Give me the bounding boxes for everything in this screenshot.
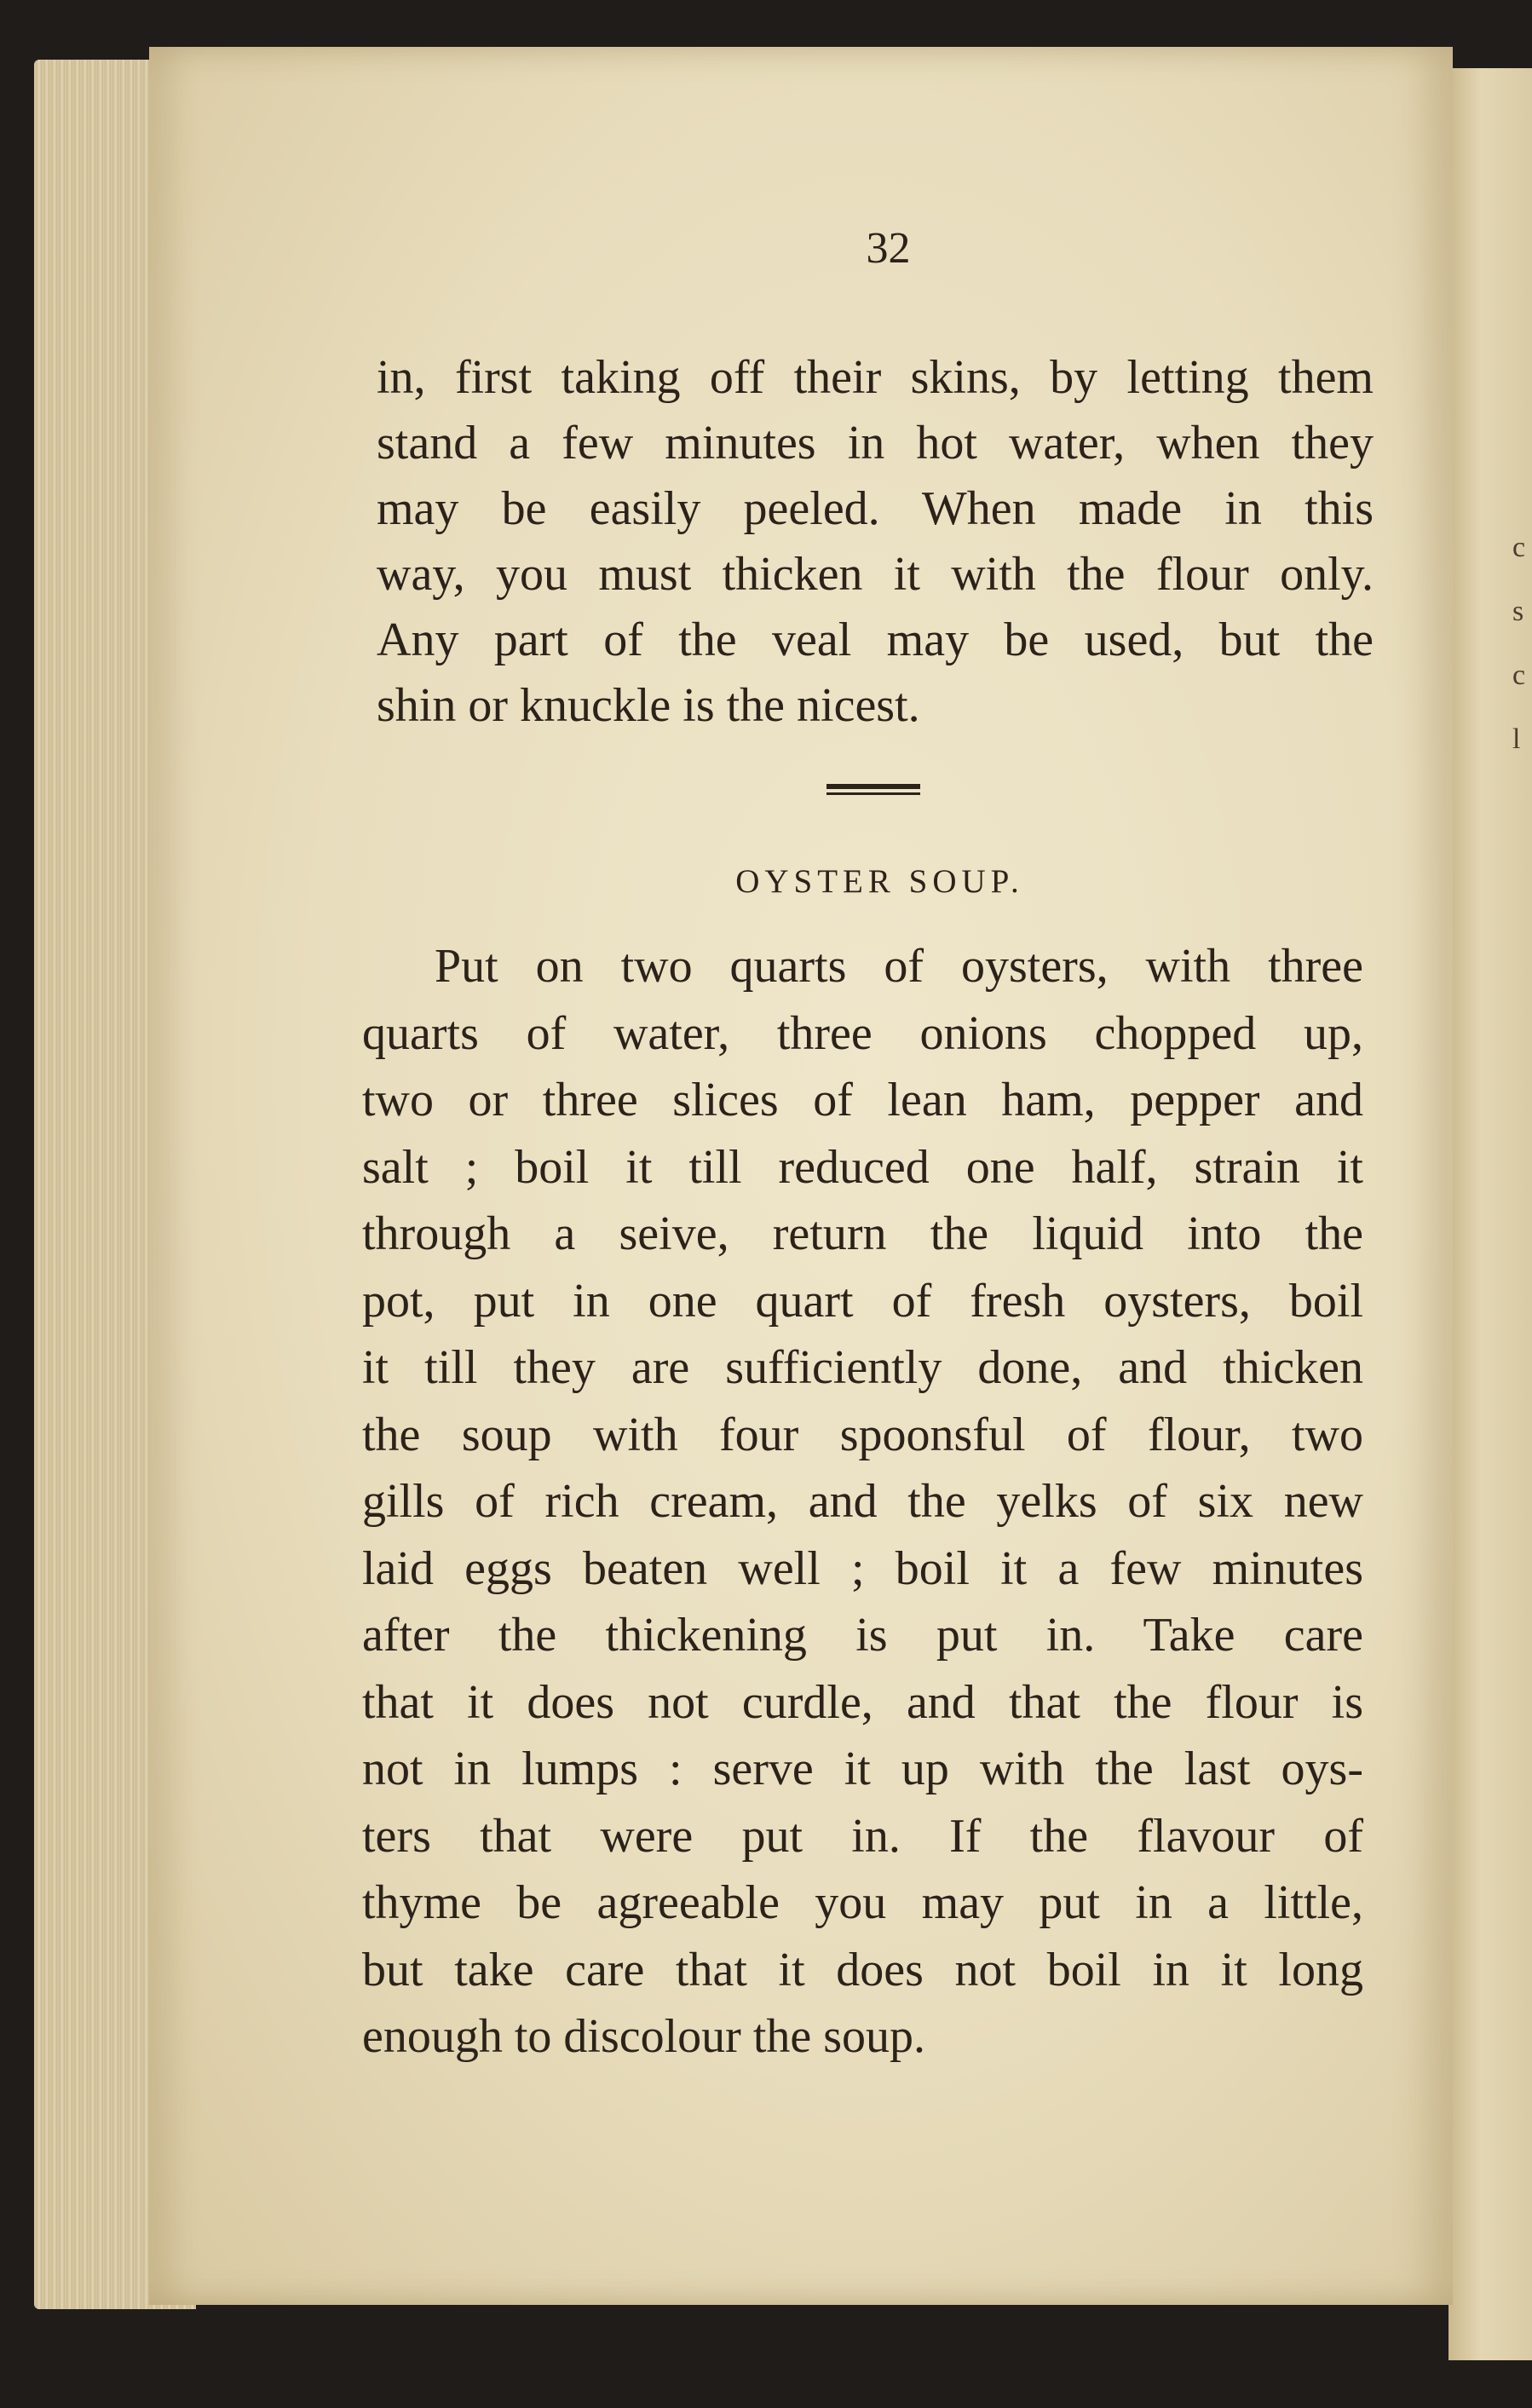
text-line: enough to discolour the soup. bbox=[362, 2010, 926, 2063]
section-divider bbox=[826, 784, 920, 795]
section-heading: OYSTER SOUP. bbox=[735, 863, 1024, 900]
text-line: two or three slices of lean ham, pepper and bbox=[362, 1074, 1363, 1126]
text-line: after the thickening is put in. Take care bbox=[362, 1609, 1363, 1662]
text-line: Any part of the veal may be used, but the bbox=[377, 614, 1374, 666]
divider-thick-line bbox=[826, 784, 920, 789]
text-line: gills of rich cream, and the yelks of six new bbox=[362, 1475, 1363, 1528]
text-line: Put on two quarts of oysters, with three bbox=[435, 940, 1363, 993]
text-line: in, first taking off their skins, by letting them bbox=[377, 351, 1374, 404]
next-page-fragment: s bbox=[1512, 596, 1524, 627]
text-line: the soup with four spoonsful of flour, two bbox=[362, 1408, 1363, 1461]
next-page-fragment: c bbox=[1512, 660, 1526, 691]
text-line: not in lumps : serve it up with the last oys- bbox=[362, 1743, 1363, 1795]
next-page-edge bbox=[1448, 68, 1532, 2360]
text-line: pot, put in one quart of fresh oysters, boil bbox=[362, 1274, 1363, 1328]
text-line: may be easily peeled. When made in this bbox=[377, 482, 1374, 535]
next-page-fragment: c bbox=[1512, 532, 1526, 563]
next-page-fragments bbox=[1512, 516, 1525, 771]
text-line: thyme be agreeable you may put in a little, bbox=[362, 1876, 1363, 1929]
text-line: salt ; boil it till reduced one half, strain it bbox=[362, 1140, 1363, 1194]
text-line: through a seive, return the liquid into the bbox=[362, 1207, 1363, 1260]
text-line: way, you must thicken it with the flour only. bbox=[377, 548, 1374, 601]
text-line: stand a few minutes in hot water, when they bbox=[377, 417, 1374, 470]
text-line: shin or knuckle is the nicest. bbox=[377, 679, 920, 732]
paragraph-veal-soup-ending bbox=[377, 345, 1374, 739]
next-page-fragment: l bbox=[1512, 723, 1521, 755]
text-line: but take care that it does not boil in it long bbox=[362, 1943, 1363, 1996]
text-line: ters that were put in. If the flavour of bbox=[362, 1809, 1363, 1863]
page-number: 32 bbox=[866, 224, 911, 273]
text-line: laid eggs beaten well ; boil it a few minutes bbox=[362, 1541, 1363, 1595]
text-line: that it does not curdle, and that the flour is bbox=[362, 1675, 1363, 1729]
text-line: it till they are sufficiently done, and thicken bbox=[362, 1341, 1363, 1394]
divider-thin-line bbox=[826, 792, 920, 795]
paragraph-oyster-soup bbox=[362, 933, 1363, 2071]
text-line: quarts of water, three onions chopped up, bbox=[362, 1006, 1363, 1060]
